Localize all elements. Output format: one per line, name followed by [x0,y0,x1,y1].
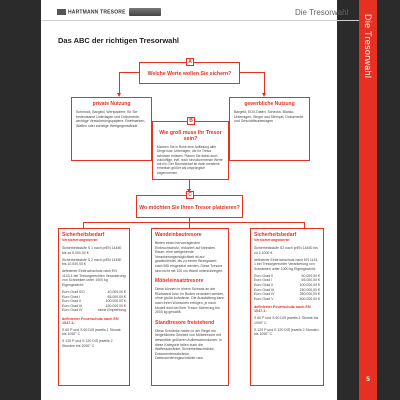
logo-text: HARTMANN TRESORE [68,9,126,16]
box-private-use [71,97,152,161]
connector-right-down [264,72,265,94]
side-tab-label: Die Tresorwahl [363,14,373,79]
grade-label: Euro Grad V [254,296,274,301]
column-security-left [58,228,130,386]
grade-value: 150.000,00 € [299,287,320,292]
brand-logo [57,9,126,15]
col3-subheading: Versicherungswerte: [254,238,291,242]
badge-b: B [187,117,195,125]
grade-value: keine Empfehlung [97,308,126,313]
wall-safe-heading: Wandeinbautresore [155,232,202,238]
list-item [62,308,126,313]
question-b: Wie groß muss Ihr Tresor sein? [159,130,222,142]
grade-label: Euro Grad III [254,287,275,292]
column-safe-types [151,228,229,386]
standing-safe-heading: Standtresore freistehend [155,319,215,326]
document-page [41,0,349,400]
grade-label: Euro Grad II [254,282,274,287]
wall-safe-text: Bieten einen hervorragenden Einbruchschutz, reduziert auf kleinsten Raum, eine weitgehende Verankerungsmöglichkeit ist auf gewährleistet, bis zu einem Bezugswert nach BSI eingesetzt werden. Diese Tresore sind nicht mit 100 cm Wand unterzubringen. [155,241,224,273]
connector-left-down [119,72,120,94]
grade-label: Euro Grad IV [254,292,275,297]
private-use-heading: private Nutzung [92,101,131,107]
connector-left-horizontal [119,72,139,73]
grade-value: 65.000,00 € [107,294,126,299]
grade-value: 65.000,00 € [301,278,320,283]
connector-right-horizontal [240,72,264,73]
page-title: Das ABC der richtigen Tresorwahl [58,36,180,45]
private-use-text: Schmuck, Bargeld, Wertpapiere, für Sie bedeutsame Unterlagen und Dokumente, wichtige Versicherungspapiere, Briefmarken, Waffen oder sonstige Wertgegenstände [76,110,146,128]
fire-line: S 120 P und S 120 DIS jeweils 2 Stunden bis 1090° C [254,327,319,337]
col1-paragraphs [62,246,126,288]
col1-fire-lines [62,328,126,349]
grade-label: Euro Grad 0 [254,273,274,278]
grade-label: Euro Grad III [62,303,83,308]
list-item [254,297,320,302]
grade-value: 100.000,00 € [105,299,126,304]
box-business-use [229,97,310,161]
grade-label: Euro Grad I [254,278,273,283]
secondary-logo [129,8,161,16]
fire-line: S 60 P und S 60 DIS jeweils 1 Stunde bis 1090° C [254,316,319,325]
fire-line: S 60 P und S 60 DIS jeweils 1 Stunde bis 1090° C [62,327,121,337]
page-number: 5 [366,376,370,383]
question-c: Wo möchten Sie Ihren Tresor platzieren? [139,205,240,211]
col1-subheading: Versicherungswerte: [62,238,99,242]
grade-value: 400.000,00 € [299,296,320,301]
col3-fire-lines [254,316,320,337]
furniture-safe-text: Diese können in einem Schrank an der Rückwand bzw. im Boden verankert werden, ohne große Aufwände. Die Ausstattung kann nach Ihren Wünschen erfolgen, je nach Modell wird bei Ihrer Tresor-Sicherung bis 2000 kg gewählt. [155,287,225,315]
col3-heading: Sicherheitsbedarf [254,232,297,238]
col1-fire-heading: definierter Feuerschutz nach EN 1047-1: [62,316,119,325]
badge-c: C [186,191,194,199]
col1-grade-list [62,290,126,313]
connector-c-split [83,222,305,223]
col1-paragraph: Sicherheitsstufe S 1 nach prEN 14450 bis zu 5.000,00 € [62,246,122,255]
page-header [41,2,359,21]
box-b-frame [152,118,229,180]
col3-paragraph: Sicherheitsstufe S2 nach prEN 14450 bis zu 2.1000 € [254,246,318,255]
running-title: Die Tresorwahl [295,8,349,17]
col3-grade-list [254,274,320,302]
grade-label: Euro Grad IV [62,308,83,313]
grade-value: 100.000,00 € [299,282,320,287]
grade-value: 50.000,00 € [301,273,320,278]
grade-label: Euro Grad II [62,299,82,304]
logo-mark-icon [57,9,66,15]
business-use-heading: gewerbliche Nutzung [244,101,295,107]
grade-value: 250.000,00 € [299,292,320,297]
business-use-text: Bargeld, EDV-Daten, Schecks, Blanko-Unterlagen, Siegel und Stempel, Dokumente und Geschäftsunterlagen [234,110,304,124]
grade-value: 150.000,00 € [105,303,126,308]
question-a: Welche Werte wollen Sie sichern? [147,71,232,77]
col1-paragraph: definierter Einbruchschutz nach EN 1143-1 bei Tresorgerechten Verankerung von Schränken unter 1000 kg Eigengewicht: [62,269,126,287]
side-tab [359,0,377,400]
furniture-safe-heading: Möbeleinsatztresore [155,278,204,285]
col3-paragraph: definierter Einbruchschutz nach EN 1143-1 bei Tresorgerechter Verankerung von Schränken unter 1000 kg Eigengewicht: [254,257,319,271]
connector-c-col2 [189,218,190,228]
col3-paragraphs [254,246,320,271]
box-c [136,192,243,218]
fire-line: S 120 P und S 120 DIS jeweils 2 Stunden bis 1090° C [62,339,113,349]
badge-a: A [186,58,194,66]
grade-label: Euro Grad I [62,294,81,299]
standing-safe-text: Diese Schränke haben in der Regel ein freigebliches Gewicht von Möbelresore mit wesentlich größeren Aufbewahrvolumen. In diese Kategorie fallen auch die Waffenschränke, Sicherheitsschränke, Dokumentenschränke, Datensicherungsschränke usw. [155,328,223,361]
box-a [139,59,240,84]
col1-heading: Sicherheitsbedarf [62,232,105,238]
box-b-text: Machen Sie in Ruhe eine Auflistung aller Dinge bzw. Unterlagen, die Ihr Tresor schützen müssen. Planen Sie dabei auch zukünftige, evtl. noch hinzukommende Werte mit ein. Der Raumbedarf ist dann meistens erheblich größer als ursprünglich angenommen. [157,145,223,175]
col1-paragraph: Sicherheitsstufe S 2 nach prEN 14450 bis 10.000,00 € [62,257,122,267]
grade-value: 40.000,00 € [107,289,126,294]
col3-fire-heading: definierter Feuerschutz nach EN 1047-1: [254,305,311,314]
column-security-right [250,228,324,386]
grade-label: Euro Grad 0/O [62,289,85,294]
